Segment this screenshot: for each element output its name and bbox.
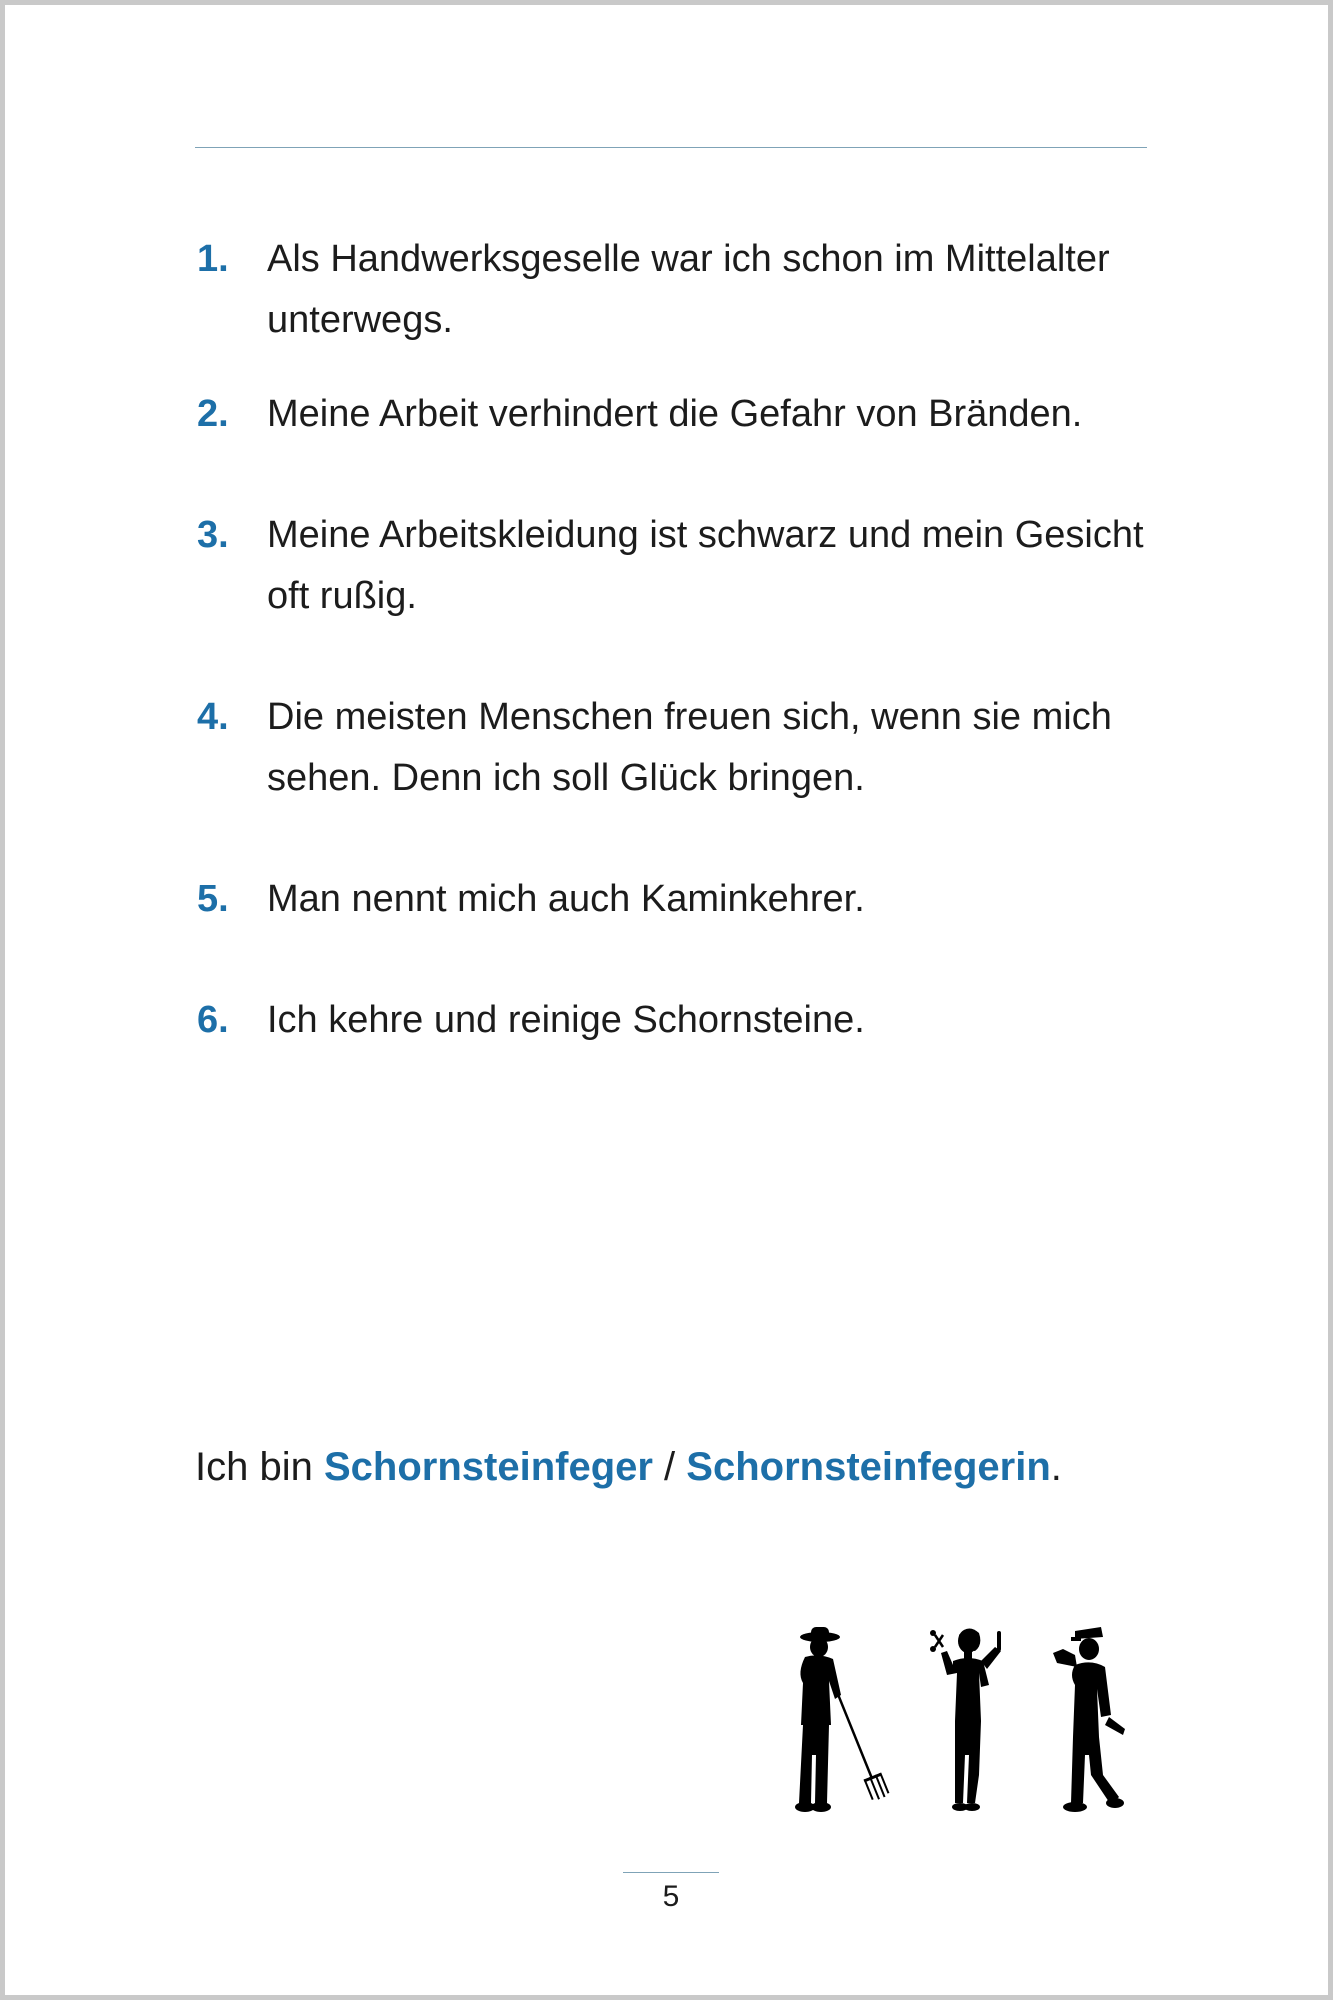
clue-list xyxy=(195,229,1155,1051)
clue-text: Die meisten Menschen freuen sich, wenn sie mich sehen. Denn ich soll Glück bringen. xyxy=(267,696,1112,799)
clue-item xyxy=(195,687,1155,809)
clue-item xyxy=(195,505,1155,627)
answer-prefix: Ich bin xyxy=(195,1445,324,1489)
answer-suffix: . xyxy=(1050,1445,1062,1489)
clue-number: 6. xyxy=(197,999,229,1041)
clue-number: 4. xyxy=(197,696,229,738)
clue-item xyxy=(195,990,1155,1051)
clue-number: 2. xyxy=(197,393,229,435)
clue-text: Als Handwerksgeselle war ich schon im Mittelalter unterwegs. xyxy=(267,238,1110,341)
answer-term-male: Schornsteinfeger xyxy=(323,1445,653,1489)
hairdresser-with-scissors-icon xyxy=(930,1628,1001,1811)
clue-item xyxy=(195,229,1155,351)
clue-text: Man nennt mich auch Kaminkehrer. xyxy=(267,878,865,920)
page-number: 5 xyxy=(662,1880,680,1913)
top-divider xyxy=(195,147,1147,148)
clue-number: 5. xyxy=(197,878,229,920)
clue-number: 3. xyxy=(197,514,229,556)
clue-text: Ich kehre und reinige Schornsteine. xyxy=(267,999,865,1041)
clue-item xyxy=(195,869,1155,930)
footer-divider xyxy=(623,1872,719,1873)
farmer-with-pitchfork-icon xyxy=(795,1627,890,1812)
answer-line xyxy=(195,1437,1062,1497)
clue-text: Meine Arbeitskleidung ist schwarz und mein Gesicht oft rußig. xyxy=(267,514,1144,617)
answer-separator: / xyxy=(652,1445,687,1489)
clue-item xyxy=(195,384,1155,445)
clue-text: Meine Arbeit verhindert die Gefahr von Bränden. xyxy=(267,393,1083,435)
saluting-officer-icon xyxy=(1053,1627,1125,1812)
clue-number: 1. xyxy=(197,238,229,280)
silhouettes-illustration xyxy=(775,1625,1155,1815)
answer-term-female: Schornsteinfegerin xyxy=(686,1445,1051,1489)
